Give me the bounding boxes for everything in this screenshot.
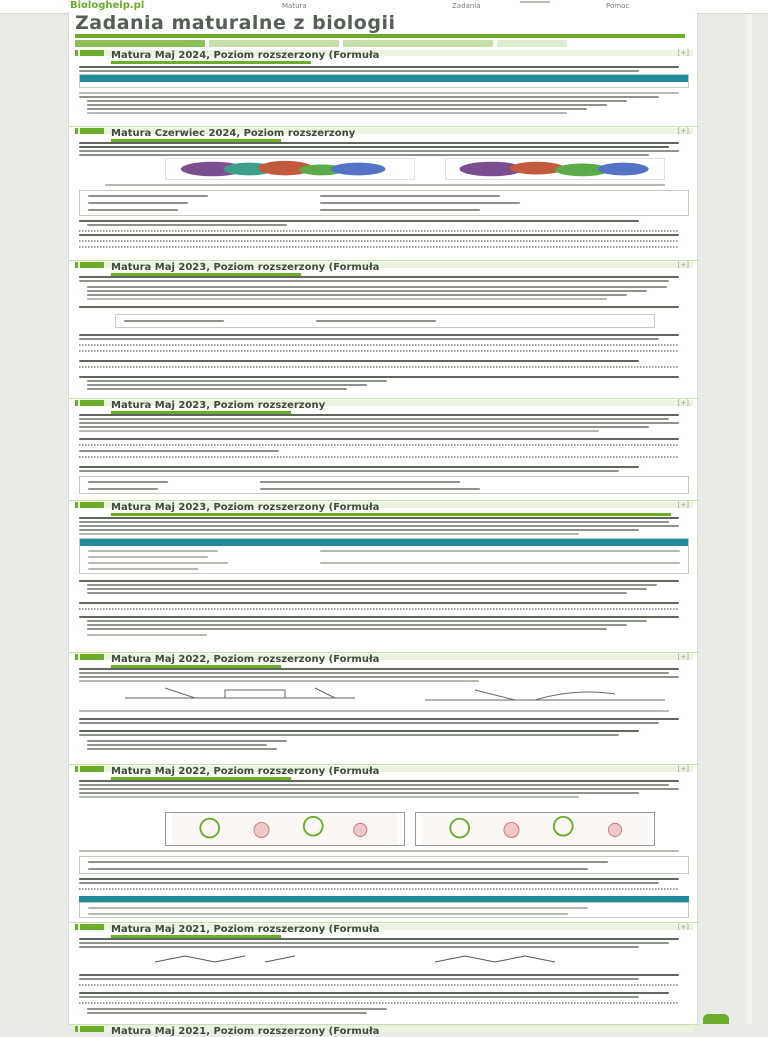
task-3-text-line [79, 360, 639, 362]
task-6-answer-option [87, 740, 287, 742]
task-5-answer-option [87, 588, 647, 590]
task-card-8 [75, 924, 693, 1024]
task-3-answer-line[interactable] [79, 344, 679, 346]
task-4-number [80, 400, 104, 406]
task-2-toggle[interactable]: [+] [677, 127, 689, 135]
scroll-top-button[interactable] [703, 1014, 729, 1024]
task-8-text-line [79, 992, 669, 994]
task-4-text-line [79, 466, 639, 468]
task-6-text-line [79, 718, 679, 720]
task-3-toggle[interactable]: [+] [677, 261, 689, 269]
task-6-number [80, 654, 104, 660]
task-2-table [79, 190, 689, 216]
task-7-text-line [79, 784, 669, 786]
task-4-table-cell [88, 481, 168, 483]
task-4-text-line [79, 430, 599, 432]
task-separator [69, 1024, 699, 1025]
filter-all[interactable] [75, 40, 205, 47]
task-6-text-line [79, 722, 659, 724]
task-3-answer-option [87, 298, 607, 300]
task-5-table-cell [320, 562, 680, 564]
task-1-number [80, 50, 104, 56]
task-5-table-cell [88, 550, 218, 552]
task-4-text-line [79, 450, 279, 452]
task-7-text-line [79, 796, 579, 798]
task-separator [69, 260, 699, 261]
task-5-answer-line[interactable] [79, 608, 679, 610]
task-card-1 [75, 50, 693, 126]
task-3-text-line [79, 306, 679, 308]
site-logo[interactable]: Biologhelp.pl [70, 0, 145, 11]
title-underline [75, 34, 685, 38]
task-7-text-line [79, 780, 679, 782]
task-4-table-cell [260, 488, 480, 490]
task-3-header[interactable]: Matura Maj 2023, Poziom rozszerzony (Formuła [111, 262, 380, 273]
task-7-text-line [79, 878, 679, 880]
task-separator [69, 764, 699, 765]
task-5-table-cell [88, 556, 208, 558]
task-5-table-cell [88, 568, 198, 570]
task-4-answer-line[interactable] [79, 456, 679, 458]
task-1-header-underline [111, 61, 311, 64]
task-5-header-underline [111, 513, 671, 516]
task-7-toggle[interactable]: [+] [677, 765, 689, 773]
task-5-text-line [79, 616, 679, 618]
task-2-table-cell [320, 209, 480, 211]
task-8-text-line [79, 946, 639, 948]
experiment-figure [115, 684, 375, 706]
content-page [68, 12, 698, 1037]
task-separator [69, 652, 699, 653]
task-5-table-cell [88, 562, 228, 564]
task-3-answer-option [87, 286, 667, 288]
task-8-text-line [79, 938, 679, 940]
task-2-answer-line[interactable] [79, 246, 679, 248]
task-9-header[interactable]: Matura Maj 2021, Poziom rozszerzony (Formuła [111, 1026, 380, 1037]
task-4-table-cell [260, 481, 460, 483]
task-3-answer-line[interactable] [79, 366, 679, 368]
task-7-table-cell [88, 868, 588, 870]
task-7-text-line [79, 792, 639, 794]
task-3-table-cell [124, 320, 224, 322]
task-1-toggle[interactable]: [+] [677, 49, 689, 57]
task-8-number [80, 924, 104, 930]
task-9-number [80, 1026, 104, 1032]
task-separator [69, 922, 699, 923]
scrollbar[interactable] [746, 14, 752, 1024]
task-6-text-line [79, 676, 679, 678]
task-5-text-line [79, 529, 639, 531]
task-5-answer-option [87, 592, 627, 594]
task-separator [69, 500, 699, 501]
task-4-table-cell [88, 488, 158, 490]
task-7-text-line [79, 788, 679, 790]
task-3-text-line [79, 334, 679, 336]
task-7-table [79, 902, 689, 918]
task-8-text-line [79, 996, 639, 998]
task-3-text-line [79, 276, 679, 278]
task-5-table [79, 538, 689, 574]
filter-search[interactable] [497, 40, 567, 47]
cell-diagram [165, 812, 405, 846]
nav-item-zadania[interactable]: Zadania [452, 2, 481, 10]
task-7-text-line [79, 850, 679, 852]
task-1-table-header [80, 75, 688, 82]
task-1-text-line [79, 70, 639, 72]
task-4-text-line [79, 426, 649, 428]
task-7-table [79, 856, 689, 874]
chemical-structure [135, 950, 635, 970]
page-title: Zadania maturalne z biologii [75, 12, 396, 34]
task-2-table-cell [320, 202, 520, 204]
task-card-3 [75, 262, 693, 398]
task-8-header[interactable]: Matura Maj 2021, Poziom rozszerzony (Formuła [111, 924, 380, 935]
task-6-text-line [79, 734, 619, 736]
task-5-header[interactable]: Matura Maj 2023, Poziom rozszerzony (Formuła [111, 502, 380, 513]
task-card-9 [75, 1026, 693, 1036]
task-1-table [79, 74, 689, 88]
nav-divider [520, 1, 550, 3]
task-5-text-line [79, 517, 679, 519]
task-6-toggle[interactable]: [+] [677, 653, 689, 661]
task-4-text-line [79, 414, 679, 416]
task-card-5 [75, 502, 693, 652]
task-3-answer-option [87, 388, 347, 390]
task-6-text-line [79, 730, 639, 732]
task-4-answer-line[interactable] [79, 444, 679, 446]
filter-rozszerzony[interactable] [343, 40, 493, 47]
task-8-answer-line[interactable] [79, 984, 679, 986]
task-5-text-line [79, 602, 679, 604]
task-7-table-cell [88, 907, 588, 909]
task-card-4 [75, 400, 693, 500]
task-4-text-line [79, 422, 679, 424]
task-2-text-line [79, 150, 679, 152]
task-5-text-line [79, 525, 679, 527]
task-5-text-line [79, 533, 579, 535]
task-1-answer-option [87, 100, 627, 102]
task-6-header[interactable]: Matura Maj 2022, Poziom rozszerzony (Formuła [111, 654, 380, 665]
task-3-table [115, 314, 655, 328]
task-5-answer-option [87, 584, 657, 586]
task-3-table-cell [316, 320, 436, 322]
task-5-answer-option [87, 634, 207, 636]
task-6-text-line [79, 680, 479, 682]
task-8-text-line [79, 978, 639, 980]
task-6-text-line [79, 672, 669, 674]
task-2-header[interactable]: Matura Czerwiec 2024, Poziom rozszerzony [111, 128, 356, 139]
task-8-answer-option [87, 1012, 367, 1014]
task-3-answer-option [87, 380, 387, 382]
task-5-answer-option [87, 624, 627, 626]
task-5-answer-option [87, 620, 647, 622]
task-4-text-line [79, 470, 619, 472]
task-7-table-cell [88, 913, 568, 915]
task-6-answer-option [87, 744, 267, 746]
task-1-answer-option [87, 108, 587, 110]
task-6-text-line [79, 668, 679, 670]
task-4-table [79, 476, 689, 494]
task-4-text-line [79, 418, 669, 420]
task-2-answer-line[interactable] [79, 240, 679, 242]
task-2-text-line [79, 220, 639, 222]
cell-diagram [415, 812, 655, 846]
task-7-text-line [79, 882, 659, 884]
task-3-text-line [79, 338, 659, 340]
task-5-number [80, 502, 104, 508]
task-5-answer-option [87, 628, 607, 630]
task-2-text-line [79, 142, 679, 144]
task-5-table-header [80, 539, 688, 546]
task-8-answer-line[interactable] [79, 1002, 679, 1004]
task-1-text-line [79, 96, 659, 98]
task-card-2 [75, 128, 693, 260]
task-8-text-line [79, 942, 669, 944]
task-4-text-line [79, 438, 679, 440]
task-3-answer-line[interactable] [79, 350, 679, 352]
protein-structure-image [165, 158, 415, 180]
task-2-table-cell [88, 209, 178, 211]
task-7-number [80, 766, 104, 772]
task-3-answer-option [87, 290, 647, 292]
task-3-text-line [79, 376, 679, 378]
experiment-figure [415, 684, 685, 706]
task-4-header[interactable]: Matura Maj 2023, Poziom rozszerzony [111, 400, 326, 411]
task-2-table-cell [88, 202, 188, 204]
task-2-text-line [79, 146, 669, 148]
task-5-text-line [79, 521, 669, 523]
task-2-answer-line[interactable] [79, 230, 679, 232]
nav-item-matura[interactable]: Matura [282, 2, 307, 10]
task-1-answer-option [87, 112, 567, 114]
task-1-header[interactable]: Matura Maj 2024, Poziom rozszerzony (Formuła [111, 50, 380, 61]
task-2-table-cell [88, 195, 208, 197]
task-2-table-cell [320, 195, 500, 197]
task-2-answer-option [87, 224, 287, 226]
task-1-answer-option [87, 104, 607, 106]
protein-structure-image [445, 158, 665, 180]
task-7-table-cell [88, 861, 608, 863]
task-5-toggle[interactable]: [+] [677, 501, 689, 509]
task-card-7 [75, 766, 693, 922]
task-8-toggle[interactable]: [+] [677, 923, 689, 931]
task-3-answer-option [87, 384, 367, 386]
task-8-text-line [79, 974, 679, 976]
nav-item-pomoc[interactable]: Pomoc [606, 2, 630, 10]
task-3-number [80, 262, 104, 268]
task-6-caption [79, 710, 669, 712]
task-3-text-line [79, 280, 669, 282]
task-7-header[interactable]: Matura Maj 2022, Poziom rozszerzony (Formuła [111, 766, 380, 777]
task-5-text-line [79, 580, 679, 582]
task-6-answer-option [87, 748, 277, 750]
task-2-text-line [79, 234, 679, 236]
task-5-table-cell [320, 550, 680, 552]
task-2-number [80, 128, 104, 134]
task-1-text-line [79, 66, 679, 68]
task-separator [69, 126, 699, 127]
task-card-6 [75, 654, 693, 764]
task-4-toggle[interactable]: [+] [677, 399, 689, 407]
filter-2024[interactable] [209, 40, 339, 47]
task-1-text-line [79, 92, 679, 94]
task-2-text-line [79, 154, 649, 156]
task-separator [69, 398, 699, 399]
task-3-answer-option [87, 294, 627, 296]
task-2-caption [105, 184, 665, 186]
task-8-answer-option [87, 1008, 387, 1010]
task-7-answer-line[interactable] [79, 888, 679, 890]
